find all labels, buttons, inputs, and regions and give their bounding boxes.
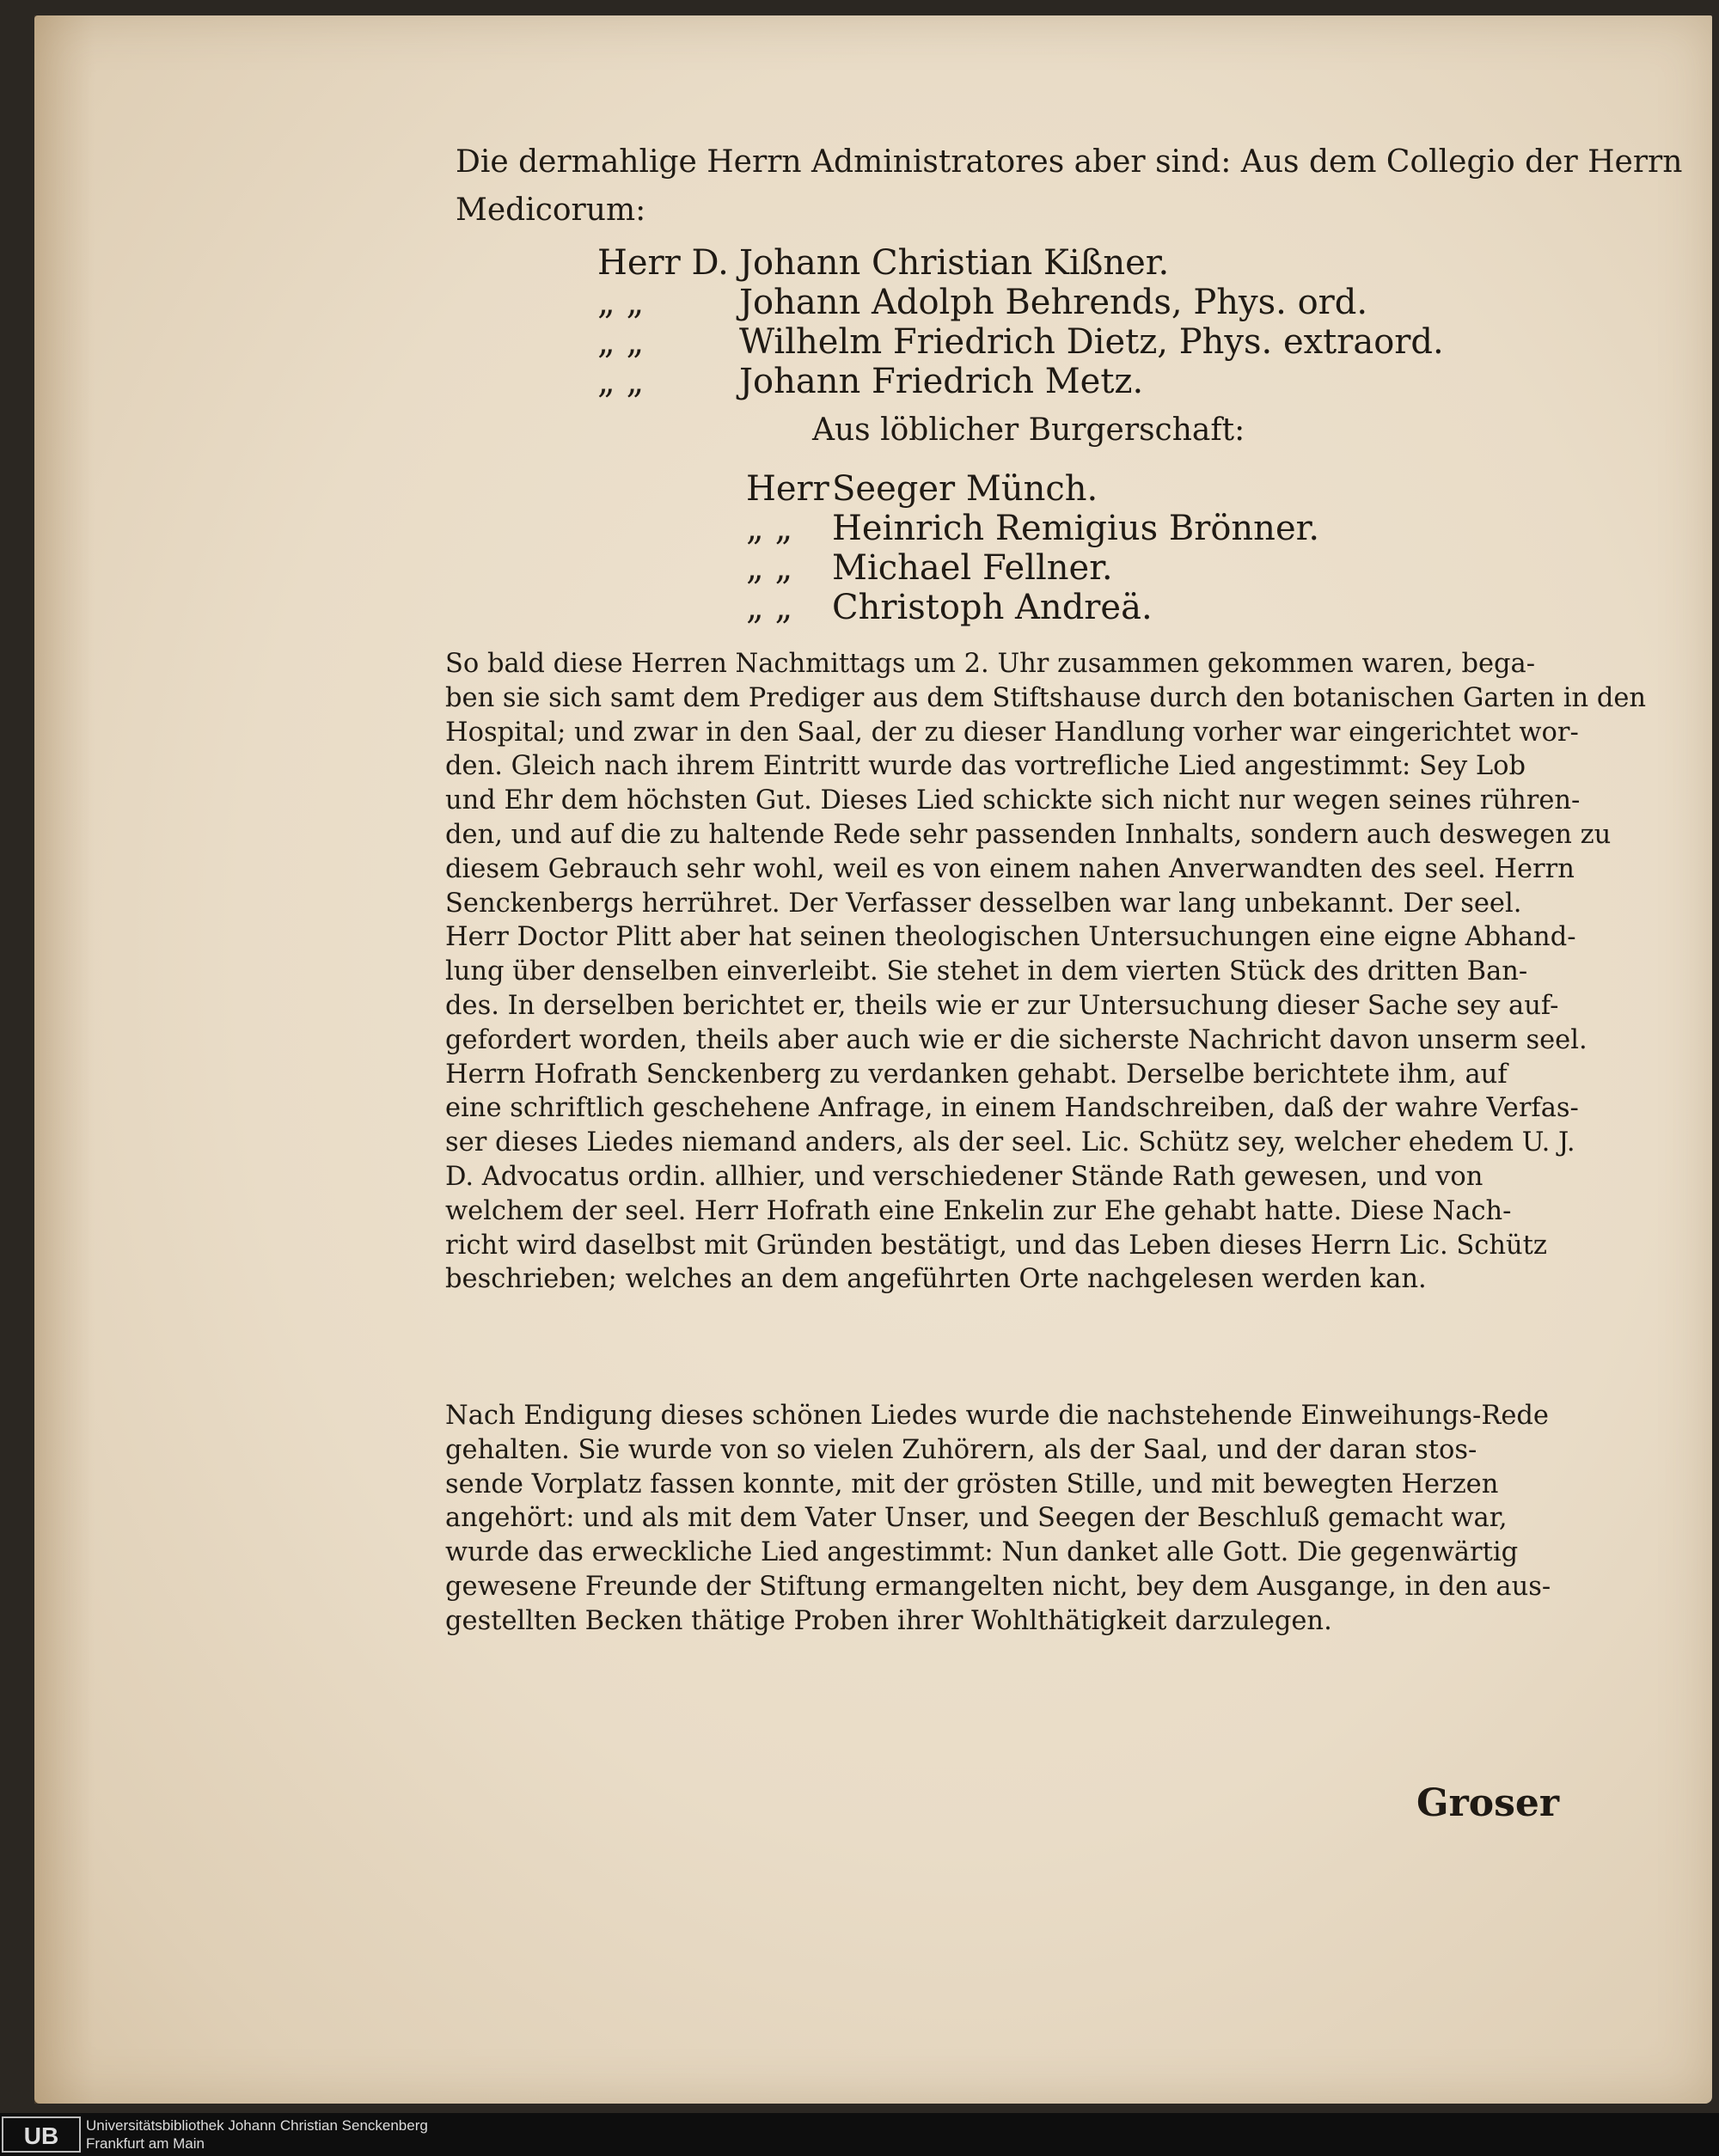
text-line: D. Advocatus ordin. allhier, und verschiedener Stände Rath gewesen, und von <box>445 1161 1483 1192</box>
list-item: „ „ Johann Adolph Behrends, Phys. ord. <box>597 283 1368 322</box>
text-line: lung über denselben einverleibt. Sie stehet in dem vierten Stück des dritten Ban- <box>445 956 1528 987</box>
text-line: Senckenbergs herrühret. Der Verfasser desselben war lang unbekannt. Der seel. <box>445 888 1522 919</box>
paragraph-ceremony <box>445 647 1646 1297</box>
text-line: angehört: und als mit dem Vater Unser, und Seegen der Beschluß gemacht war, <box>445 1503 1508 1534</box>
text-line: welchem der seel. Herr Hofrath eine Enkelin zur Ehe gehabt hatte. Diese Nach- <box>445 1195 1512 1226</box>
library-credit <box>86 2116 428 2153</box>
text-line: ben sie sich samt dem Prediger aus dem Stiftshause durch den botanischen Garten in den <box>445 682 1647 713</box>
text-line: Herrn Hofrath Senckenberg zu verdanken gehabt. Derselbe berichtete ihm, auf <box>445 1059 1508 1090</box>
text-line: des. In derselben berichtet er, theils wie er zur Untersuchung dieser Sache sey auf- <box>445 990 1559 1021</box>
library-name: Universitätsbibliothek Johann Christian Senckenberg <box>86 2117 428 2134</box>
library-city: Frankfurt am Main <box>86 2135 205 2152</box>
text-line: beschrieben; welches an dem angeführten Orte nachgelesen werden kan. <box>445 1264 1427 1295</box>
list-item: „ „ Christoph Andreä. <box>746 588 1153 627</box>
text-line: Hospital; und zwar in den Saal, der zu dieser Handlung vorher war eingerichtet wor- <box>445 717 1579 748</box>
physicians-list <box>597 243 1444 401</box>
text-line: wurde das erweckliche Lied angestimmt: Nun danket alle Gott. Die gegenwärtig <box>445 1537 1519 1568</box>
list-item: „ „ Heinrich Remigius Brönner. <box>746 509 1320 548</box>
text-line: und Ehr dem höchsten Gut. Dieses Lied schickte sich nicht nur wegen seines rühren- <box>445 785 1581 816</box>
text-line: ser dieses Liedes niemand anders, als der seel. Lic. Schütz sey, welcher ehedem U. J. <box>445 1127 1575 1158</box>
document-page <box>34 15 1712 2104</box>
text-line: gestellten Becken thätige Proben ihrer Wohlthätigkeit darzulegen. <box>445 1605 1332 1636</box>
text-line: den, und auf die zu haltende Rede sehr passenden Innhalts, sondern auch deswegen zu <box>445 819 1612 850</box>
text-line: So bald diese Herren Nachmittags um 2. Uhr zusammen gekommen waren, bega- <box>445 649 1536 679</box>
text-line: Herr Doctor Plitt aber hat seinen theologischen Untersuchungen eine eigne Abhand- <box>445 922 1576 953</box>
text-line: richt wird daselbst mit Gründen bestätigt, und das Leben dieses Herrn Lic. Schütz <box>445 1230 1547 1261</box>
list-item: „ „ Michael Fellner. <box>746 548 1113 588</box>
text-line: gehalten. Sie wurde von so vielen Zuhörern, als der Saal, und der daran stos- <box>445 1434 1477 1465</box>
intro-line-2: Medicorum: <box>456 192 646 228</box>
list-item: HerrSeeger Münch. <box>746 469 1098 509</box>
catchword: Groser <box>1416 1781 1560 1825</box>
text-line: eine schriftlich geschehene Anfrage, in einem Handschreiben, daß der wahre Verfas- <box>445 1093 1579 1124</box>
text-line: gefordert worden, theils aber auch wie er die sicherste Nachricht davon unserm seel. <box>445 1024 1587 1055</box>
intro-line-1: Die dermahlige Herrn Administratores aber sind: Aus dem Collegio der Herrn <box>456 144 1683 180</box>
library-footer-bar <box>0 2113 1719 2156</box>
list-item: Herr D. Johann Christian Kißner. <box>597 243 1170 283</box>
list-item: „ „ Wilhelm Friedrich Dietz, Phys. extraord. <box>597 322 1444 362</box>
ub-logo: UB <box>2 2116 81 2153</box>
text-line: diesem Gebrauch sehr wohl, weil es von einem nahen Anverwandten des seel. Herrn <box>445 853 1575 884</box>
citizens-heading: Aus löblicher Burgerschaft: <box>812 412 1245 448</box>
text-line: sende Vorplatz fassen konnte, mit der grösten Stille, und mit bewegten Herzen <box>445 1469 1499 1499</box>
text-line: den. Gleich nach ihrem Eintritt wurde das vortrefliche Lied angestimmt: Sey Lob <box>445 751 1526 782</box>
paragraph-speech <box>445 1399 1551 1639</box>
citizens-list <box>746 469 1319 627</box>
list-item: „ „ Johann Friedrich Metz. <box>597 362 1144 401</box>
text-line: gewesene Freunde der Stiftung ermangelten nicht, bey dem Ausgange, in den aus- <box>445 1571 1551 1602</box>
text-line: Nach Endigung dieses schönen Liedes wurde die nachstehende Einweihungs-Rede <box>445 1401 1549 1431</box>
